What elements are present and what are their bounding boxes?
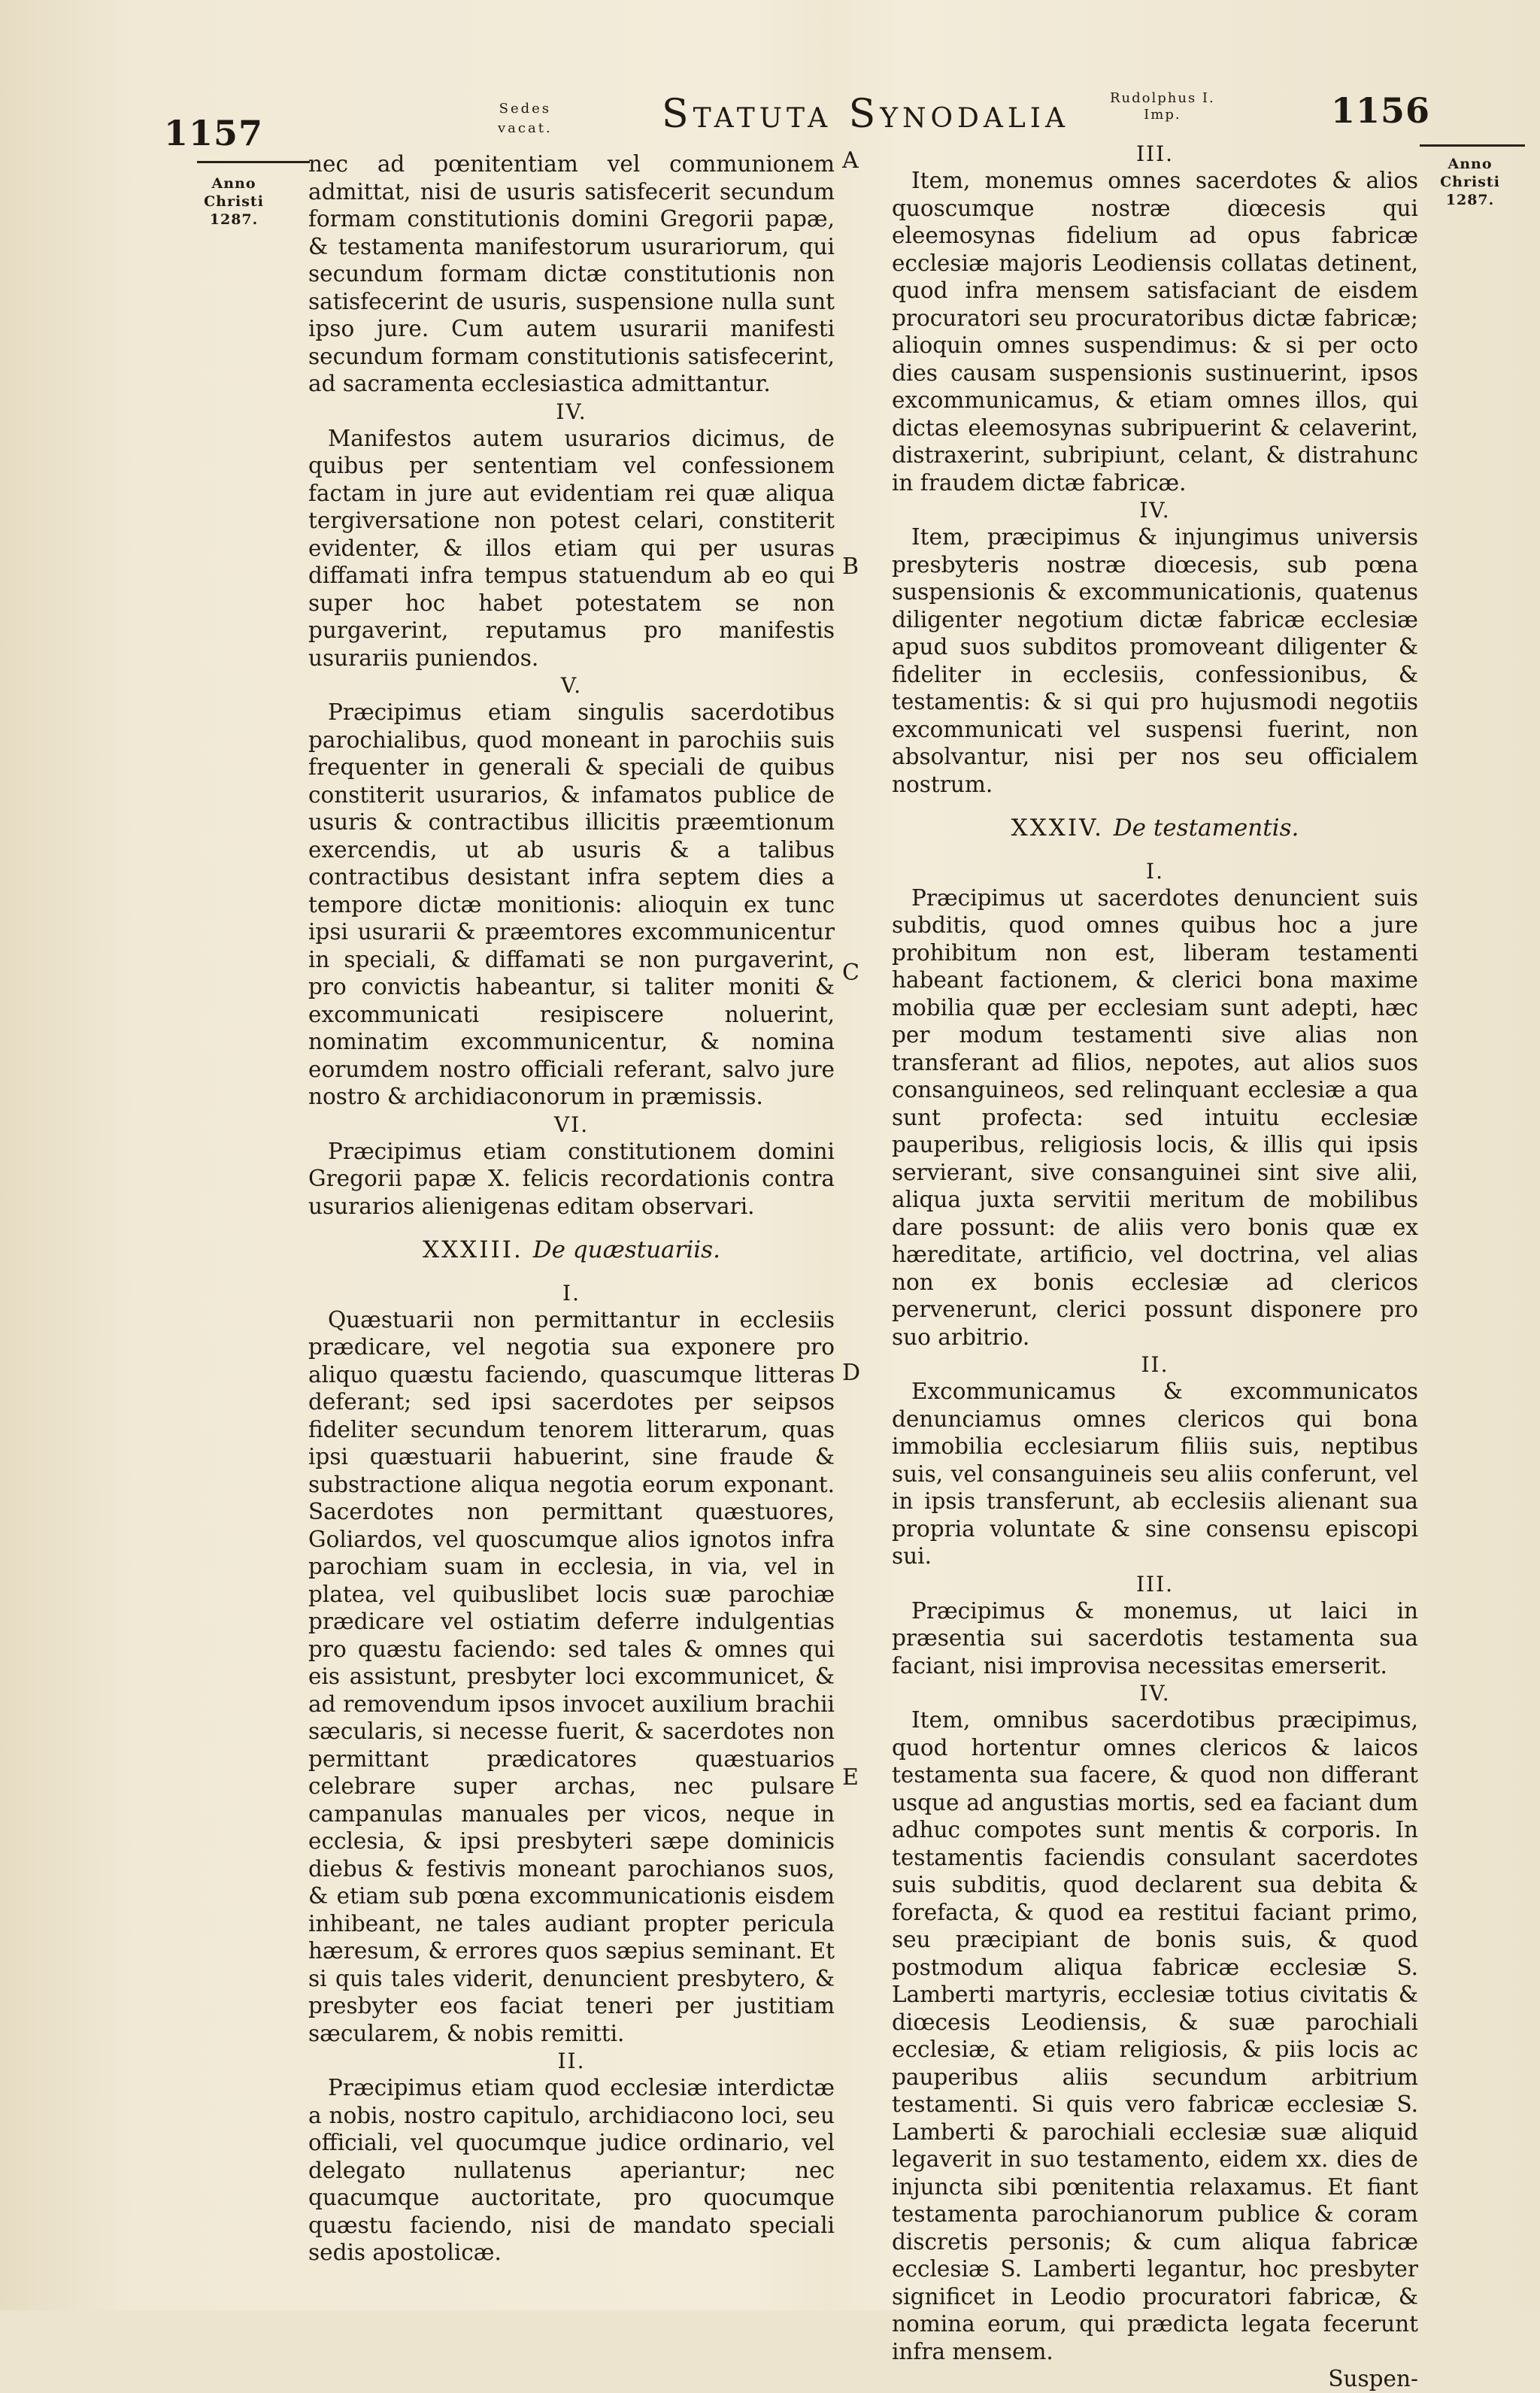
chapter-title: De quæstuariis. <box>532 1236 720 1263</box>
right-column <box>892 140 1418 2393</box>
paragraph: Item, omnibus sacerdotibus præcipimus, quod hortentur omnes clericos & laicos testamenta sua facere, & quod non differant usque ad angustias mortis, sed ea faciant dum adhuc compotes sunt mentis & corporis. In testamentis faciendis consulant sacerdotes suis subditis, quod declarent sua debita & forefacta, & quod ea restitui faciant primo, seu præcipiant de bonis suis, & quod postmodum aliqua fabricæ ecclesiæ S. Lamberti martyris, ecclesiæ totius civitatis & diœcesis Leodiensis, & suæ parochiali ecclesiæ, & etiam religiosis, & piis locis ac pauperibus aliis secundum arbitrium testamenti. Si quis vero fabricæ ecclesiæ S. Lamberti & parochiali ecclesiæ suæ aliquid legaverit in suo testamento, eidem xx. dies de injuncta sibi pœnitentia relaxamus. Et fiant testamenta parochianorum publice & coram discretis personis; & cum aliqua fabricæ ecclesiæ S. Lamberti legantur, hoc presbyter significet in Leodio procuratori fabricæ, & nomina eorum, qui prædicta legata fecerunt infra mensem. <box>892 1707 1418 2364</box>
section-number: V. <box>560 673 583 698</box>
margin-rule-left <box>197 161 310 163</box>
paragraph: Præcipimus ut sacerdotes denuncient suis subditis, quod omnes quibus hoc a jure prohibitum non est, liberam testamenti habeant factionem, & clerici bona maxime mobilia quæ per ecclesiam sunt adepti, hæc per modum testamenti sive alias non transferant ad filios, nepotes, aut alios suos consanguineos, sed relinquant ecclesiæ a qua sunt profecta: sed intuitu ecclesiæ pauperibus, religiosis locis, & illis qui ipsis servierant, sive consanguinei sint sive alii, aliqua juxta servitii meritum de mobilibus dare possunt: de aliis vero bonis quæ ex hæreditate, artificio, vel doctrina, vel alias non ex bonis ecclesiæ ad clericos pervenerunt, clerici possunt disponere pro suo arbitrio. <box>892 884 1418 1350</box>
running-title: Statuta Synodalia <box>662 92 1070 137</box>
vacat-line: vacat. <box>498 120 553 136</box>
paragraph: Præcipimus & monemus, ut laici in præsentia sui sacerdotis testamenta sua faciant, nisi improvisa necessitas emerserit. <box>892 1597 1418 1679</box>
sede-line: Sedes <box>499 101 552 117</box>
section-number: VI. <box>553 1112 590 1137</box>
catchword: Suspen- <box>1328 2366 1418 2391</box>
section-number: II. <box>557 2049 586 2073</box>
chapter-number: XXXIV. <box>1011 814 1104 842</box>
paragraph: Præcipimus etiam singulis sacerdotibus parochialibus, quod moneant in parochiis suis frequenter in generali & speciali de quibus constiterit usurarios, & infamatos publice de usuris & contractibus illicitis præemtionum exercendis, ut ab usuris & a talibus contractibus desistant infra septem dies a tempore dictæ monitionis: alioquin ex tunc ipsi usurarii & præemtores excommunicentur in speciali, & diffamati se non purgaverint, pro convictis habeantur, si taliter moniti & excommunicati resipiscere noluerint, nominatim excommunicentur, & nomina eorumdem nostro officiali referant, salvo jure nostro & archidiaconorum in præmissis. <box>308 699 835 1109</box>
margin-year: 1287. <box>209 211 259 228</box>
paragraph: Excommunicamus & excommunicatos denunciamus omnes clericos qui bona immobilia ecclesiarum filiis suis, neptibus suis, vel consanguineis seu aliis conferunt, vel in ipsis transferunt, ab ecclesiis alienant sua propria voluntate & sine consensu episcopi sui. <box>892 1378 1418 1569</box>
section-number: IV. <box>1139 1681 1171 1706</box>
paragraph: Præcipimus etiam constitutionem domini Gregorii papæ X. felicis recordationis contra usurarios alienigenas editam observari. <box>308 1138 835 1219</box>
paragraph: Præcipimus etiam quod ecclesiæ interdictæ a nobis, nostro capitulo, archidiacono loci, seu officiali, vel quocumque judice ordinario, vel delegato nullatenus aperiantur; nec quacumque auctoritate, pro quocumque quæstu faciendo, nisi de mandato speciali sedis apostolicæ. <box>308 2075 835 2265</box>
margin-note-right <box>1429 155 1511 209</box>
running-head-sede <box>498 99 553 138</box>
paragraph: Item, præcipimus & injungimus universis presbyteris nostræ diœcesis, sub pœna suspensionis & excommunicationis, quatenus diligenter negotium dictæ fabricæ ecclesiæ apud suos subditos promoveant diligenter & fideliter in ecclesiis, confessionibus, & testamentis: & si qui pro hujusmodi negotiis excommunicati vel suspensi fuerint, non absolvantur, nisi per nos seu officialem nostrum. <box>892 524 1418 797</box>
page-number-left: 1157 <box>164 113 264 153</box>
running-head-emperor <box>1110 90 1215 123</box>
page-number-right: 1156 <box>1331 90 1431 131</box>
paragraph: nec ad pœnitentiam vel communionem admittat, nisi de usuris satisfecerit secundum formam constitutionis domini Gregorii papæ, & testamenta manifestorum usurariorum, qui secundum formam dictæ constitutionis non satisfecerint de usuris, suspensione nulla sunt ipso jure. Cum autem usurarii manifesti secundum formam constitutionis satisfecerint, ad sacramenta ecclesiastica admittantur. <box>308 151 835 396</box>
margin-anno: Anno <box>1448 156 1493 172</box>
section-letter-e: E <box>842 1764 859 1791</box>
margin-christi: Christi <box>204 193 264 210</box>
section-letter-a: A <box>842 147 859 174</box>
margin-anno: Anno <box>211 175 256 192</box>
section-number: IV. <box>556 399 587 424</box>
section-letter-c: C <box>842 960 859 986</box>
section-number: III. <box>1135 141 1175 166</box>
chapter-number: XXXIII. <box>423 1236 523 1263</box>
section-number: I. <box>1146 858 1164 884</box>
emperor-line: Rudolphus I. <box>1110 90 1215 106</box>
section-number: III. <box>1135 1571 1175 1597</box>
section-number: IV. <box>1139 498 1171 523</box>
paragraph: Manifestos autem usurarios dicimus, de quibus per sententiam vel confessionem factam in jure aut evidentiam rei quæ aliqua tergiversatione non potest celari, constiterit evidenter, & illos etiam qui per usuras diffamati infra tempus statuendum ab eo qui super hoc habet potestatem se non purgaverint, reputamus pro manifestis usurariis puniendos. <box>308 425 835 671</box>
section-letter-d: D <box>842 1360 861 1386</box>
section-number: II. <box>1141 1352 1169 1377</box>
chapter-title: De testamentis. <box>1113 814 1299 842</box>
margin-note-left <box>192 174 275 229</box>
chapter-heading <box>308 1236 835 1264</box>
margin-year: 1287. <box>1445 192 1495 208</box>
chapter-heading <box>892 814 1418 842</box>
paragraph: Quæstuarii non permittantur in ecclesiis prædicare, vel negotia sua exponere pro aliquo quæstu faciendo, quascumque litteras deferant; sed ipsi sacerdotes per seipsos fideliter secundum tenorem litterarum, quas ipsi quæstuarii habuerint, sine fraude & substractione aliqua negotia eorum exponant. Sacerdotes non permittant quæstuores, Goliardos, vel quoscumque alios ignotos infra parochiam suam in ecclesia, in via, vel in platea, vel quibuslibet locis suæ parochiæ prædicare vel ostiatim deferre indulgentias pro quæstu faciendo: sed tales & omnes qui eis assistunt, presbyter loci excommunicet, & ad removendum ipsos invocet auxilium brachii sæcularis, si necesse fuerit, & sacerdotes non permittant prædicatores quæstuarios celebrare super archas, nec pulsare campanulas manuales per vicos, neque in ecclesia, & ipsi presbyteri sæpe dominicis diebus & festivis moneant parochianos suos, & etiam sub pœna excommunicationis eisdem inhibeant, ne tales audiant propter pericula hæresum, & errores quos sæpius seminant. Et si quis tales viderit, denuncient presbytero, & presbyter eos faciat teneri per justitiam sæcularem, & nobis remitti. <box>308 1306 835 2046</box>
margin-christi: Christi <box>1440 174 1500 190</box>
page-header <box>0 83 1540 153</box>
imp-line: Imp. <box>1144 107 1181 123</box>
section-number: I. <box>562 1280 581 1306</box>
paragraph: Item, monemus omnes sacerdotes & alios quoscumque nostræ diœcesis qui eleemosynas fidelium ad opus fabricæ ecclesiæ majoris Leodiensis collatas detinent, quod infra mensem satisfaciant de eisdem procuratori seu procuratoribus dictæ fabricæ; alioquin omnes suspendimus: & si per octo dies causam suspensionis sustinuerint, ipsos excommunicamus, & etiam omnes illos, qui dictas eleemosynas subripuerint & celaverint, distraxerint, subripiunt, celant, & distrahunc in fraudem dictæ fabricæ. <box>892 168 1418 496</box>
section-letter-b: B <box>842 554 859 580</box>
left-column <box>308 150 835 2267</box>
margin-rule-right <box>1420 144 1525 147</box>
